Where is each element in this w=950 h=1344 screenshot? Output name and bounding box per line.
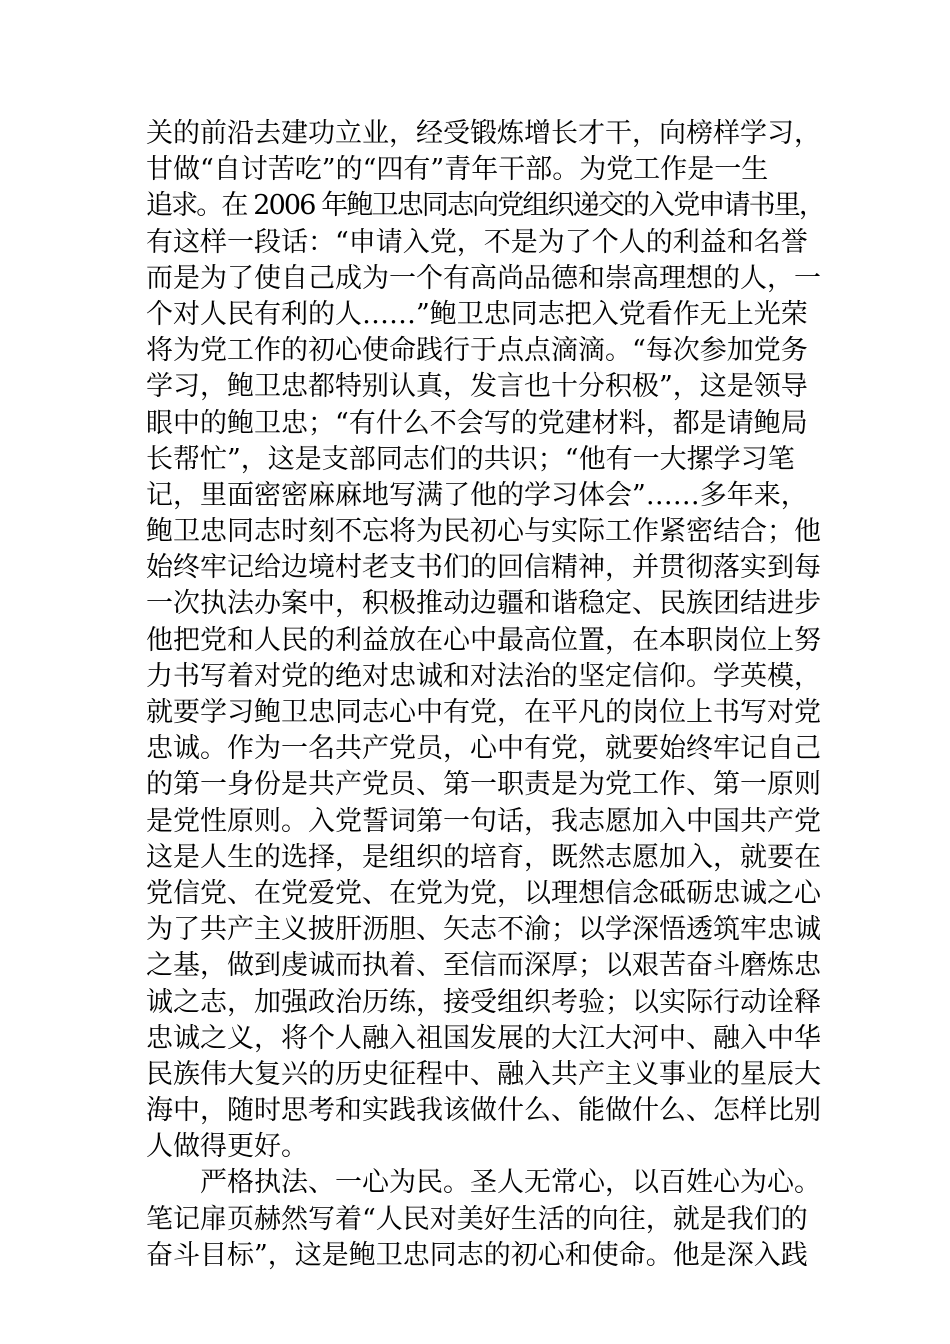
text-line: 民族伟大复兴的历史征程中、融入共产主义事业的星辰大 [146, 1058, 821, 1090]
text-line: 甘做“自讨苦吃”的“四有”青年干部。为党工作是一生 [146, 154, 769, 186]
text-line: 追求。在 2006 年鲍卫忠同志向党组织递交的入党申请书里， [146, 190, 825, 222]
text-line: 海中，随时思考和实践我该做什么、能做什么、怎样比别 [146, 1095, 821, 1127]
text-line: 鲍卫忠同志时刻不忘将为民初心与实际工作紧密结合；他 [146, 516, 821, 548]
text-line: 是党性原则。入党誓词第一句话，我志愿加入中国共产党 [146, 805, 821, 837]
text-line: 为了共产主义披肝沥胆、矢志不渝；以学深悟透筑牢忠诚 [146, 914, 821, 946]
text-line: 个对人民有利的人……”鲍卫忠同志把入党看作无上光荣 [146, 298, 808, 330]
text-line: 忠诚。作为一名共产党员，心中有党，就要始终牢记自己 [146, 733, 821, 765]
text-line: 而是为了使自己成为一个有高尚品德和崇高理想的人，一 [146, 262, 821, 294]
text-line: 之基，做到虔诚而执着、至信而深厚；以艰苦奋斗磨炼忠 [146, 950, 821, 982]
body-text [146, 116, 826, 1274]
text-line: 一次执法办案中，积极推动边疆和谐稳定、民族团结进步 [146, 588, 821, 620]
text-line: 党信党、在党爱党、在党为党，以理想信念砥砺忠诚之心 [146, 877, 821, 909]
text-line: 力书写着对党的绝对忠诚和对法治的坚定信仰。学英模， [146, 660, 821, 692]
text-line: 诚之志，加强政治历练，接受组织考验；以实际行动诠释 [146, 986, 821, 1018]
text-line: 记，里面密密麻麻地写满了他的学习体会”……多年来， [146, 479, 808, 511]
text-line: 笔记扉页赫然写着“人民对美好生活的向往，就是我们的 [146, 1203, 808, 1235]
text-line: 的第一身份是共产党员、第一职责是为党工作、第一原则 [146, 769, 821, 801]
text-line: 人做得更好。 [146, 1131, 308, 1163]
text-line: 奋斗目标”，这是鲍卫忠同志的初心和使命。他是深入践 [146, 1239, 808, 1271]
text-line: 长帮忙”，这是支部同志们的共识；“他有一大摞学习笔 [146, 443, 795, 475]
text-line: 关的前沿去建功立业，经受锻炼增长才干，向榜样学习， [146, 118, 821, 149]
text-line: 眼中的鲍卫忠；“有什么不会写的党建材料，都是请鲍局 [146, 407, 808, 439]
text-line: 忠诚之义，将个人融入祖国发展的大江大河中、融入中华 [146, 1022, 821, 1054]
text-line: 学习，鲍卫忠都特别认真，发言也十分积极”，这是领导 [146, 371, 808, 403]
text-line: 他把党和人民的利益放在心中最高位置，在本职岗位上努 [146, 624, 821, 656]
text-line: 这是人生的选择，是组织的培育，既然志愿加入，就要在 [146, 841, 821, 873]
text-line: 始终牢记给边境村老支书们的回信精神，并贯彻落实到每 [146, 552, 821, 584]
paragraph-first-line: 严格执法、一心为民。圣人无常心，以百姓心为心。 [200, 1167, 821, 1199]
text-line: 有这样一段话：“申请入党，不是为了个人的利益和名誉 [146, 226, 808, 258]
text-line: 就要学习鲍卫忠同志心中有党，在平凡的岗位上书写对党 [146, 697, 821, 728]
text-line: 将为党工作的初心使命践行于点点滴滴。“每次参加党务 [146, 335, 808, 367]
